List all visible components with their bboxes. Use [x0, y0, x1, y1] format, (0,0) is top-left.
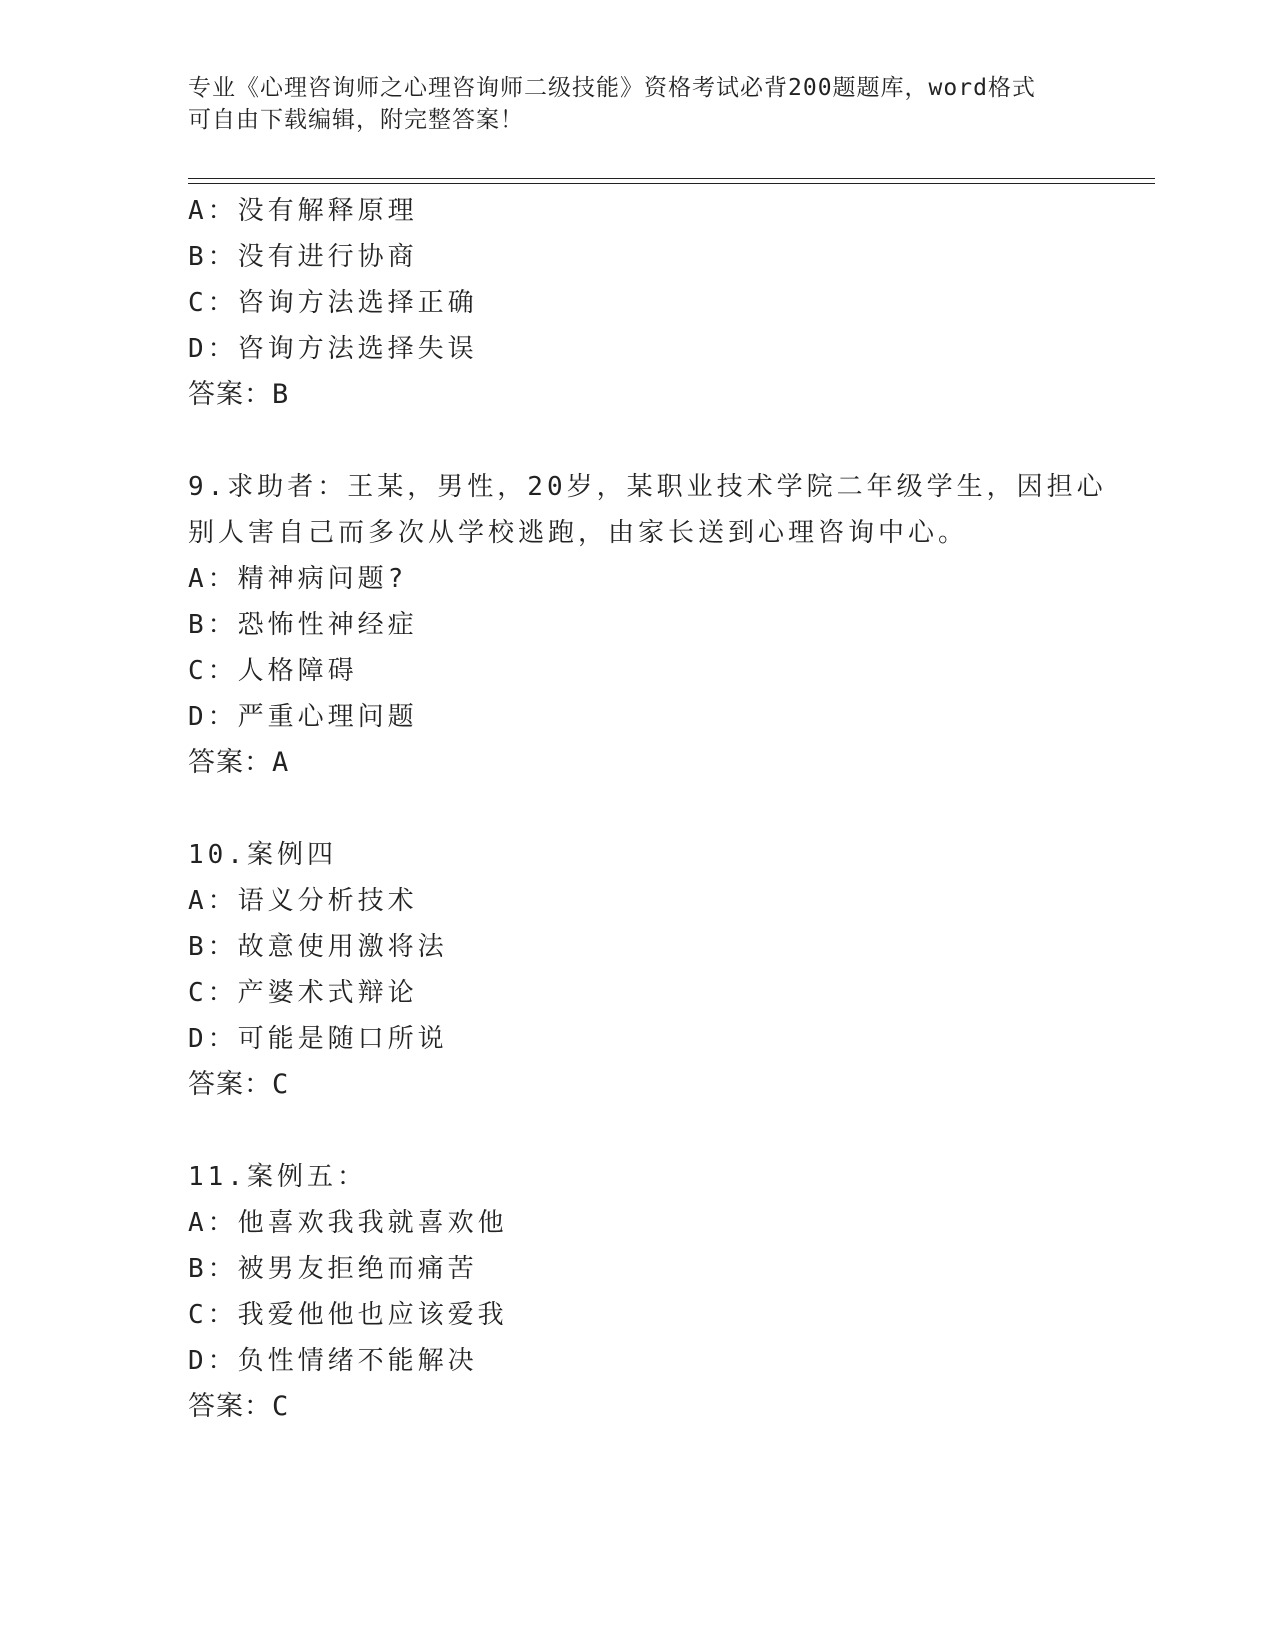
answer-value: C — [272, 1069, 290, 1100]
answer-label: 答案： — [188, 747, 272, 778]
option-c: C：咨询方法选择正确 — [188, 288, 478, 318]
question-stem-line-1: 9.求助者：王某，男性，20岁，某职业技术学院二年级学生，因担心 — [188, 472, 1107, 502]
header-line-1: 专业《心理咨询师之心理咨询师二级技能》资格考试必背200题题库，word格式 — [188, 75, 1036, 101]
option-c: C：我爱他他也应该爱我 — [188, 1300, 508, 1330]
question-list — [188, 188, 1107, 1430]
header-divider-bottom — [188, 183, 1155, 184]
question-10 — [188, 832, 1088, 1108]
option-c: C：人格障碍 — [188, 656, 358, 686]
option-b: B：被男友拒绝而痛苦 — [188, 1254, 478, 1284]
question-gap — [188, 786, 1088, 832]
option-d: D：可能是随口所说 — [188, 1024, 448, 1054]
answer-label: 答案： — [188, 1069, 272, 1100]
question-stem-line-2: 别人害自己而多次从学校逃跑，由家长送到心理咨询中心。 — [188, 518, 969, 548]
option-d: D：严重心理问题 — [188, 702, 418, 732]
answer-value: B — [272, 379, 290, 410]
option-a: A：没有解释原理 — [188, 196, 418, 226]
answer-line — [188, 372, 1088, 418]
answer-line — [188, 1384, 1088, 1430]
answer-value: C — [272, 1391, 290, 1422]
answer-label: 答案： — [188, 379, 272, 410]
answer-line — [188, 740, 1088, 786]
question-stem-line-1: 11.案例五： — [188, 1162, 367, 1192]
answer-label: 答案： — [188, 1391, 272, 1422]
option-d: D：负性情绪不能解决 — [188, 1346, 478, 1376]
option-a: A：他喜欢我我就喜欢他 — [188, 1208, 508, 1238]
question-8 — [188, 188, 1088, 418]
document-header — [188, 72, 1068, 136]
option-a: A：语义分析技术 — [188, 886, 418, 916]
question-stem-line-1: 10.案例四 — [188, 840, 337, 870]
question-gap — [188, 1108, 1088, 1154]
option-b: B：故意使用激将法 — [188, 932, 448, 962]
option-a: A：精神病问题? — [188, 564, 408, 594]
answer-value: A — [272, 747, 290, 778]
option-b: B：恐怖性神经症 — [188, 610, 418, 640]
answer-line — [188, 1062, 1088, 1108]
header-line-2: 可自由下载编辑，附完整答案！ — [188, 107, 524, 133]
option-d: D：咨询方法选择失误 — [188, 334, 478, 364]
option-b: B：没有进行协商 — [188, 242, 418, 272]
question-9 — [188, 464, 1107, 786]
header-divider-top — [188, 178, 1155, 179]
question-gap — [188, 418, 1088, 464]
question-11 — [188, 1154, 1088, 1430]
option-c: C：产婆术式辩论 — [188, 978, 418, 1008]
